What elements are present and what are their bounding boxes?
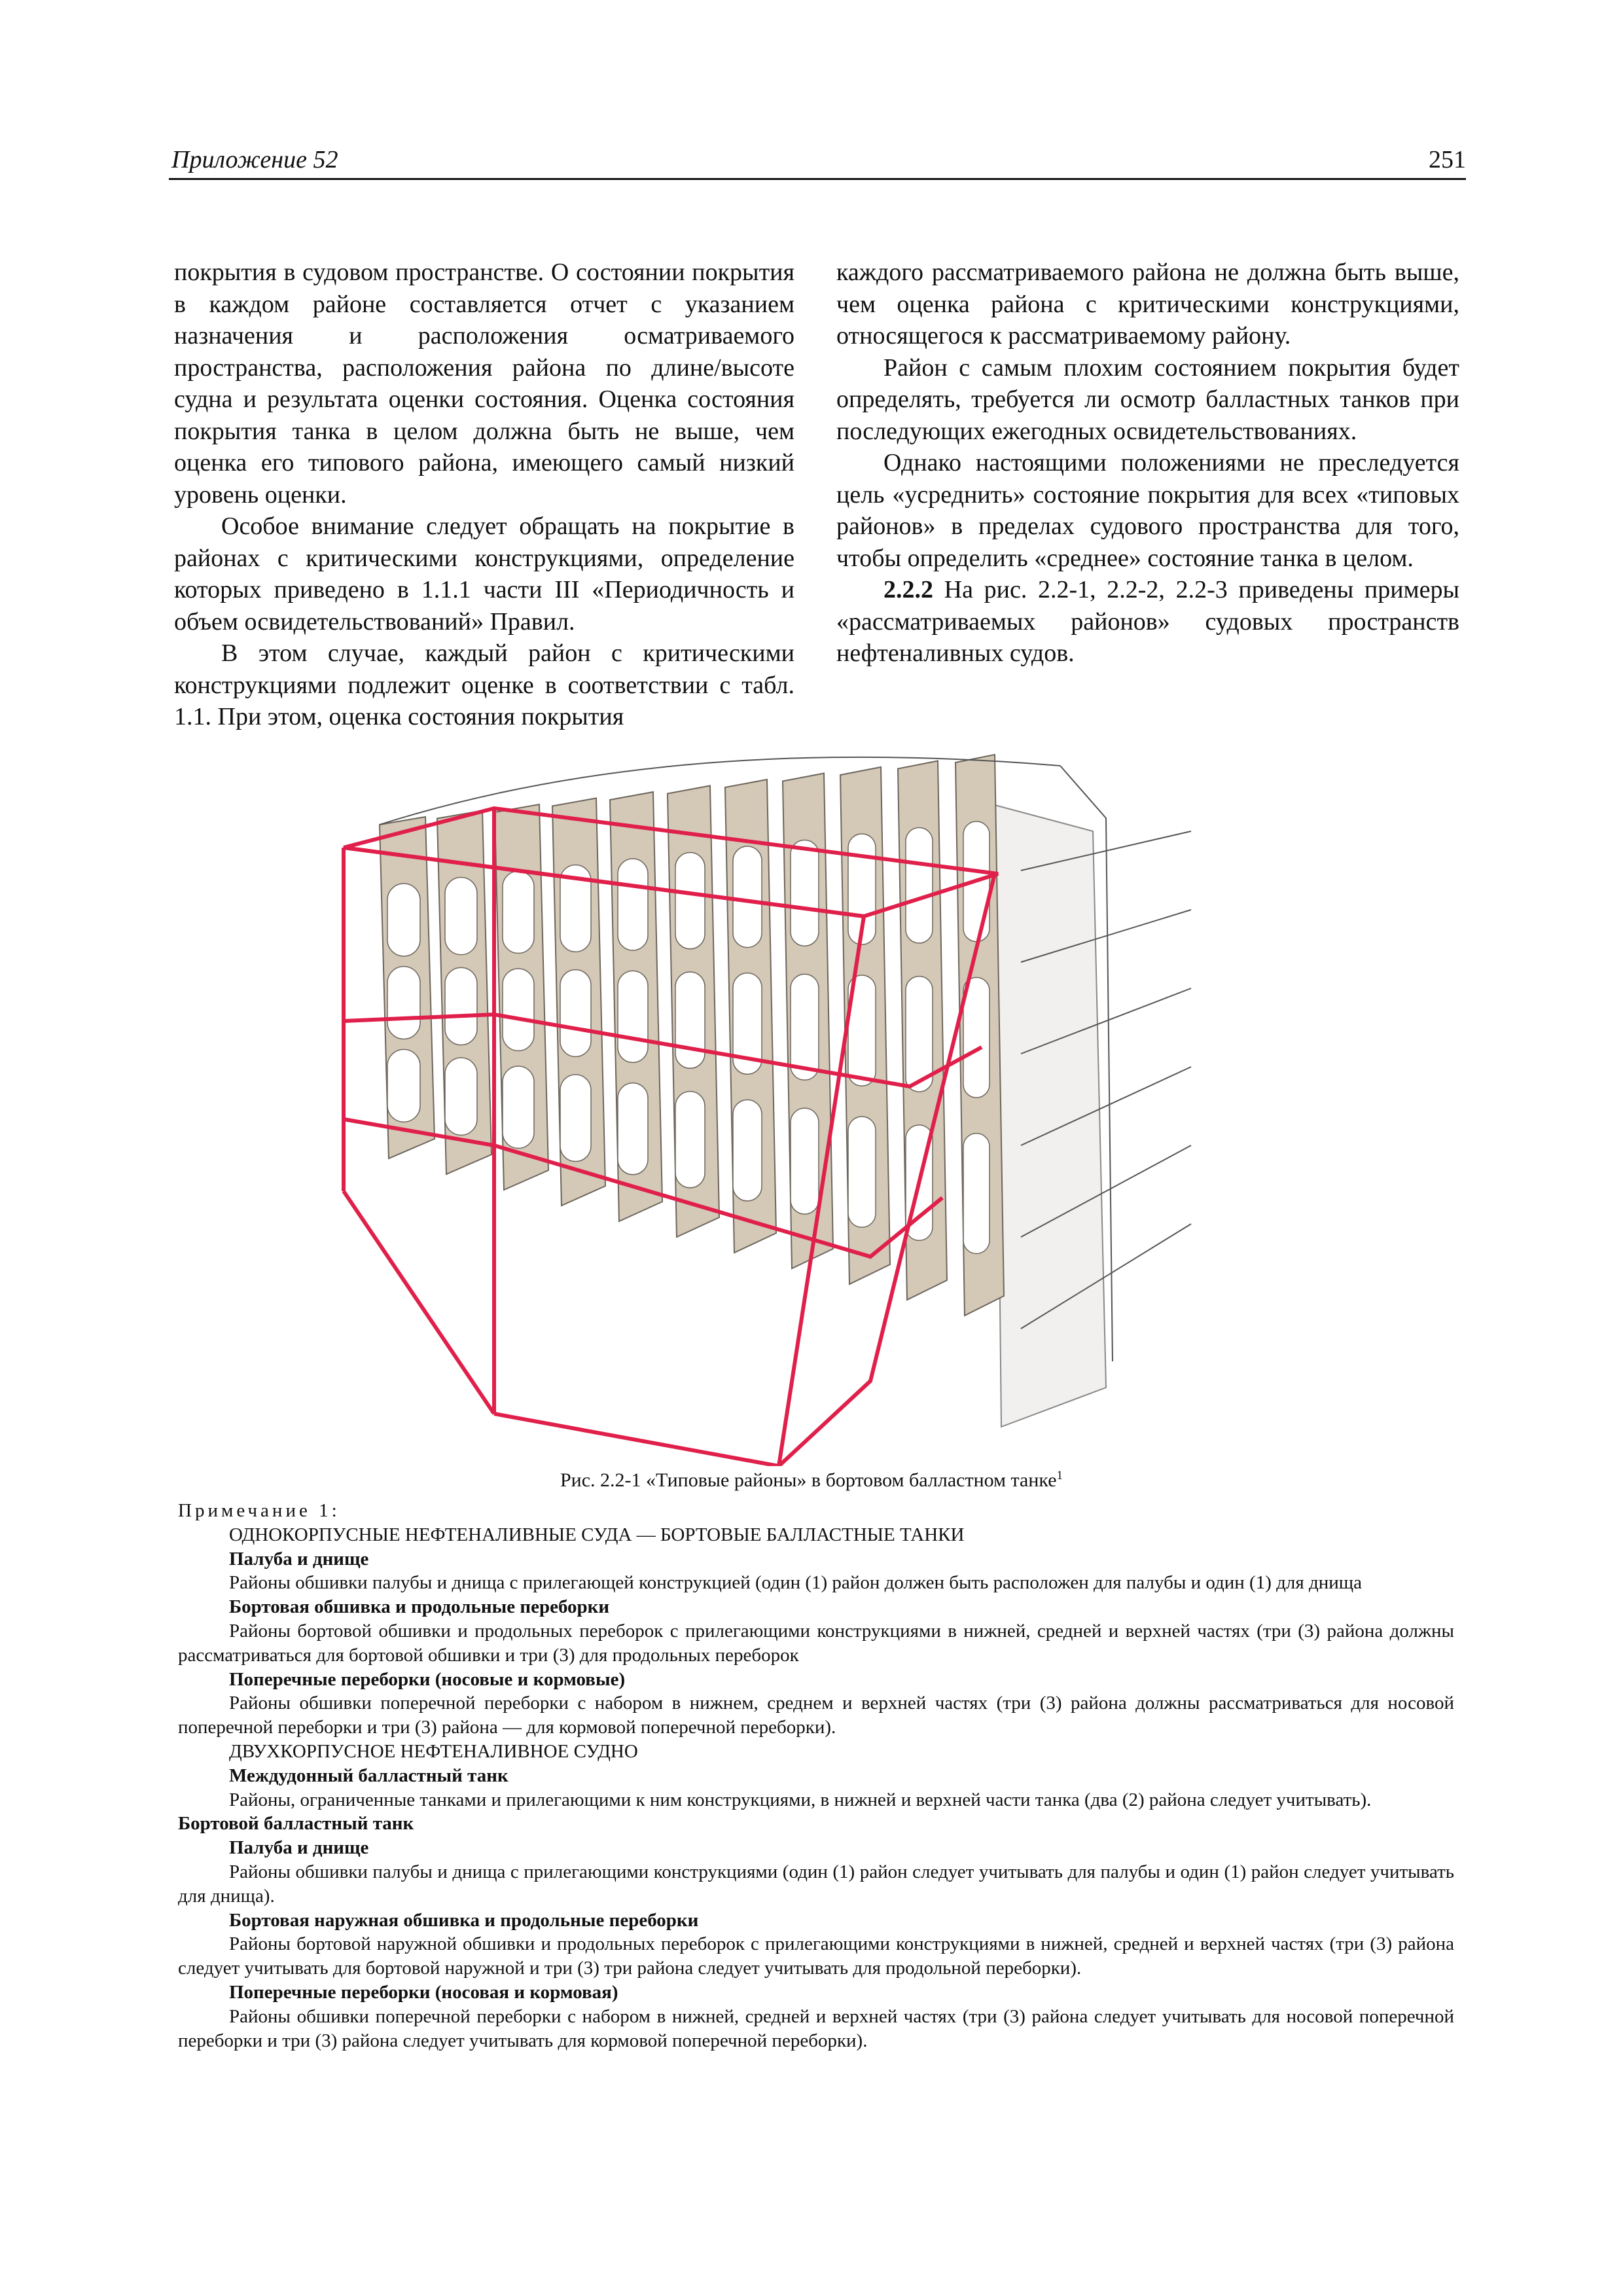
note-text: Районы обшивки палубы и днища с прилегающими конструкциями (один (1) район следует учитывать для палубы и один (1) район следует учитывать для днища). — [178, 1861, 1454, 1907]
ballast-tank-figure — [340, 740, 1283, 1466]
lightening-hole — [387, 884, 420, 956]
lightening-hole — [618, 1083, 648, 1175]
note-label: Примечание 1: — [178, 1500, 340, 1521]
lightening-hole — [963, 1134, 990, 1254]
lightening-hole — [387, 967, 420, 1039]
web-frame — [955, 755, 1004, 1316]
paragraph: покрытия в судовом пространстве. О состоянии покрытия в каждом районе составляется отчет с указанием назначения и расположения осматриваемого пространства, расположения района по длине/высоте судна и результата оценки состояния. Оценка состояния покрытия танка в целом должна быть не выше, чем оценка его типового района, имеющего самый низкий уровень оценки. — [174, 259, 794, 509]
note-text: Районы обшивки поперечной переборки с набором в нижней, средней и верхней частях (три (3) района следует учитывать для носовой поперечной переборки и три (3) района следует учитывать для кормовой поперечной переборки). — [178, 2005, 1454, 2051]
lightening-hole — [618, 859, 648, 950]
lightening-hole — [445, 1058, 477, 1135]
lightening-hole — [503, 871, 534, 953]
web-frame — [380, 817, 435, 1158]
lightening-hole — [445, 878, 477, 955]
paragraph: Район с самым плохим состоянием покрытия будет определять, требуется ли осмотр балластных танков при последующих ежегодных освидетельствованиях. — [836, 353, 1459, 445]
page-number: 251 — [1429, 146, 1466, 173]
paragraph: В этом случае, каждый район с критическими конструкциями подлежит оценке в соответствии с табл. 1.1. При этом, оценка состояния покрытия — [174, 639, 794, 730]
note-subheading: Поперечные переборки (носовые и кормовые) — [229, 1668, 626, 1690]
clause-number: 2.2.2 — [883, 576, 933, 603]
lightening-hole — [675, 1092, 705, 1188]
header-rule — [169, 178, 1466, 180]
lightening-hole — [675, 972, 705, 1068]
lightening-hole — [733, 1100, 762, 1201]
web-frame — [725, 780, 776, 1253]
note-subheading: Палуба и днище — [229, 1837, 369, 1859]
lightening-hole — [791, 840, 819, 946]
lightening-hole — [791, 974, 819, 1080]
running-header-section: Приложение 52 — [171, 146, 338, 173]
note-block — [178, 1499, 1454, 2053]
note-text: Районы бортовой наружной обшивки и продольных переборок с прилегающими конструкциями в нижней, средней и верхней частях (три (3) района следует учитывать для бортовой наружной и три (3) три района следует учитывать для продольной переборки). — [178, 1933, 1454, 1979]
paragraph: 2.2.2 На рис. 2.2-1, 2.2-2, 2.2-3 приведены примеры «рассматриваемых районов» судовых пространств нефтеналивных судов. — [836, 576, 1459, 667]
paragraph: Однако настоящими положениями не преследуется цель «усреднить» состояние покрытия для всех «типовых районов» в пределах судового пространства для того, чтобы определить «среднее» состояние танка в целом. — [836, 449, 1459, 572]
lightening-hole — [848, 1117, 876, 1227]
note-text: Районы обшивки палубы и днища с прилегающей конструкцией (один (1) район должен быть расположен для палубы и один (1) для днища — [229, 1572, 1362, 1594]
shell-plate — [995, 805, 1106, 1427]
web-frames — [380, 755, 1106, 1427]
note-text: Районы обшивки поперечной переборки с набором в нижнем, среднем и верхней частях (три (3) района должны рассматриваться для носовой поперечной переборки и три (3) района — для кормовой поперечной переборки). — [178, 1693, 1454, 1738]
zone-edge — [344, 1191, 494, 1414]
lightening-hole — [618, 971, 648, 1062]
note-subheading: Бортовая наружная обшивка и продольные переборки — [229, 1909, 699, 1931]
note-text: Районы, ограниченные танками и прилегающими к ним конструкциями, в нижней и верхней части танка (два (2) района следует учитывать). — [229, 1789, 1372, 1810]
lightening-hole — [503, 969, 534, 1050]
web-frame — [495, 804, 548, 1190]
lightening-hole — [906, 828, 933, 943]
web-frame — [610, 792, 662, 1221]
lightening-hole — [503, 1066, 534, 1148]
lightening-hole — [560, 1075, 591, 1162]
left-column — [174, 257, 794, 733]
paragraph: Особое внимание следует обращать на покрытие в районах с критическими конструкциями, определение которых приведено в 1.1.1 части III «Периодичность и объем освидетельствований» Правил. — [174, 512, 794, 636]
web-frame — [668, 786, 719, 1238]
figure-caption: Рис. 2.2-1 «Типовые районы» в бортовом балластном танке$^1$ — [560, 1469, 1063, 1491]
note-subheading: Бортовая обшивка и продольные переборки — [229, 1596, 610, 1618]
lightening-hole — [445, 967, 477, 1045]
note-heading: ОДНОКОРПУСНЫЕ НЕФТЕНАЛИВНЫЕ СУДА — БОРТОВЫЕ БАЛЛАСТНЫЕ ТАНКИ — [229, 1524, 965, 1545]
web-frame — [552, 798, 605, 1206]
lightening-hole — [963, 977, 990, 1098]
right-column — [836, 257, 1459, 670]
paragraph: каждого рассматриваемого района не должна быть выше, чем оценка района с критическими конструкциями, относящегося к рассматриваемому району. — [836, 259, 1459, 350]
lightening-hole — [733, 846, 762, 948]
note-subheading: Бортовой балластный танк — [178, 1813, 414, 1835]
note-text: Районы бортовой обшивки и продольных переборок с прилегающими конструкциями в нижней, средней и верхней частях (три (3) района должны рассматриваться для бортовой обшивки и три (3) для продольных переборок — [178, 1620, 1454, 1666]
web-frame — [898, 761, 947, 1300]
note-subheading: Поперечные переборки (носовая и кормовая) — [229, 1981, 618, 2003]
note-subheading: Междудонный балластный танк — [229, 1765, 508, 1786]
lightening-hole — [675, 853, 705, 949]
lightening-hole — [387, 1049, 420, 1122]
lightening-hole — [791, 1108, 819, 1214]
note-heading: ДВУХКОРПУСНОЕ НЕФТЕНАЛИВНОЕ СУДНО — [229, 1740, 638, 1762]
note-subheading: Палуба и днище — [229, 1548, 369, 1570]
lightening-hole — [560, 970, 591, 1057]
